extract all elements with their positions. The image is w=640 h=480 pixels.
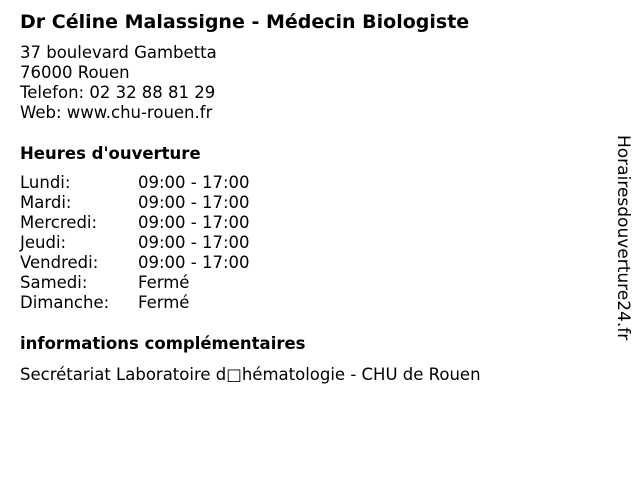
address-city: 76000 Rouen	[20, 63, 130, 82]
day-label: Jeudi:	[20, 233, 67, 252]
day-label: Dimanche:	[20, 293, 110, 312]
brand-watermark: Horairesdouverture24.fr	[613, 135, 633, 341]
day-label: Mercredi:	[20, 213, 98, 232]
website-link[interactable]: Web: www.chu-rouen.fr	[20, 103, 213, 122]
time-value: Fermé	[138, 273, 190, 292]
time-value: 09:00 - 17:00	[138, 253, 250, 272]
phone-number[interactable]: Telefon: 02 32 88 81 29	[20, 83, 216, 102]
address-block	[20, 43, 217, 123]
day-label: Mardi:	[20, 193, 72, 212]
time-value: 09:00 - 17:00	[138, 173, 250, 192]
time-value: 09:00 - 17:00	[138, 193, 250, 212]
day-label: Lundi:	[20, 173, 71, 192]
info-heading: informations complémentaires	[20, 334, 306, 353]
address-street: 37 boulevard Gambetta	[20, 43, 217, 62]
time-value: 09:00 - 17:00	[138, 233, 250, 252]
page-title: Dr Céline Malassigne - Médecin Biologiste	[20, 11, 470, 33]
day-label: Samedi:	[20, 273, 88, 292]
time-value: Fermé	[138, 293, 190, 312]
info-text: Secrétariat Laboratoire d□hématologie - CHU de Rouen	[20, 365, 481, 384]
hours-heading: Heures d'ouverture	[20, 144, 201, 163]
day-label: Vendredi:	[20, 253, 99, 272]
time-value: 09:00 - 17:00	[138, 213, 250, 232]
